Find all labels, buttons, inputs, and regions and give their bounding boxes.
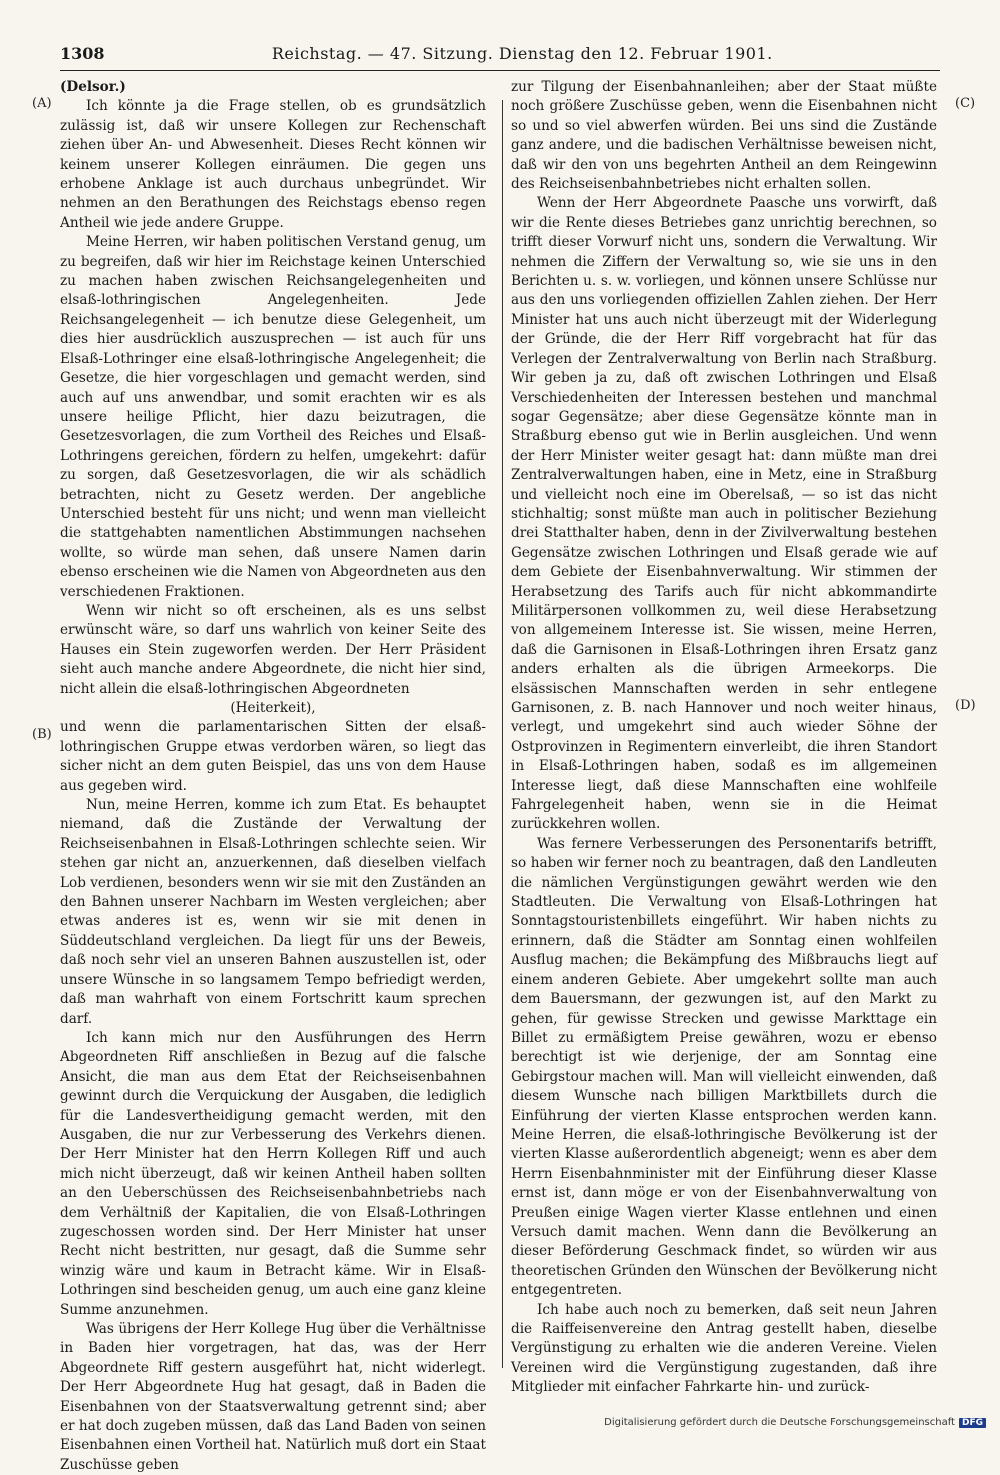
paragraph: Wenn der Herr Abgeordnete Paasche uns vorwirft, daß wir die Rente dieses Betriebes ganz unrichtig berechnen, so trifft dieser Vorwurf nicht uns, sondern die Verwaltung. Wir nehmen die Ziffern der Verwaltung so, wie sie uns in den Berichten u. s. w. vorliegen, und können unsere Schlüsse nur aus den uns vorliegenden offiziellen Zahlen ziehen. Der Herr Minister hat uns auch nicht überzeugt mit der Widerlegung der Gründe, die der Herr Riff vorgebracht hat für das Verlegen der Zentralverwaltung von Berlin nach Straßburg. Wir geben ja zu, daß oft zwischen Lothringen und Elsaß Verschiedenheiten der Interessen bestehen und manchmal sogar Gegensätze; aber diese Gegensätze könnte man in Straßburg ebenso gut wie in Berlin ausgleichen. Und wenn der Herr Minister weiter gesagt hat: dann müßte man drei Zentralverwaltungen haben, eine in Metz, eine in Straßburg und vielleicht noch eine im Oberelsaß, — so ist das nicht stichhaltig; sonst müßte man auch in politischer Beziehung drei Statthalter haben, denn in der Zivilverwaltung bestehen Gegensätze zwischen Lothringen und Elsaß gerade wie auf dem Gebiete der Eisenbahnverwaltung. Wir stimmen der Herabsetzung des Tarifs auch für nicht abkommandirte Militärpersonen vollkommen zu, weil diese Herabsetzung von allgemeinem Interesse ist. Sie wissen, meine Herren, daß die Garnisonen in Elsaß-Lothringen ihren Ersatz ganz anders erhalten als die übrigen Armeekorps. Die elsässischen Mannschaften werden in sehr entlegene Garnisonen, z. B. nach Hannover und noch weiter hinaus, verlegt, und umgekehrt sind auch wieder Söhne der Ostprovinzen in Regimentern einverleibt, die ihren Standort in Elsaß-Lothringen haben, sodaß es im allgemeinen Interesse liegt, daß diese Mannschaften eine wohlfeile Fahrgelegenheit haben, wenn sie in die Heimat zurückkehren wollen. bbox=[511, 195, 937, 833]
right-column bbox=[511, 78, 937, 1398]
paragraph-continuation: zur Tilgung der Eisenbahnanleihen; aber der Staat müßte noch größere Zuschüsse geben, wenn die Eisenbahnen nicht so und so viel abwerfen würden. Bei uns sind die Zustände ganz andere, und die badischen Verhältnisse beweisen nicht, daß wir den von uns begehrten Antheil an dem Reingewinn des Reichseisenbahnbetriebes nicht erhalten sollen. bbox=[511, 79, 937, 193]
paragraph: Wenn wir nicht so oft erscheinen, als es uns selbst erwünscht wäre, so darf uns wahrlich von keiner Seite des Hauses ein Stein zugeworfen werden. Der Herr Präsident sieht auch manche andere Abgeordnete, die nicht hier sind, nicht allein die elsaß-lothringischen Abgeordneten bbox=[60, 602, 486, 697]
speaker-name: (Delsor.) bbox=[60, 79, 126, 95]
left-column bbox=[60, 78, 486, 1475]
paragraph: Ich kann mich nur den Ausführungen des Herrn Abgeordneten Riff anschließen in Bezug auf die falsche Ansicht, die man aus dem Etat der Reichseisenbahnen gewinnt durch die Verquickung der Ausgaben, die lediglich für die Landesvertheidigung gemacht werden, mit den Ausgaben, die nur zur Verbesserung des Verkehrs dienen. Der Herr Minister hat den Herrn Kollegen Riff und auch mich nicht überzeugt, daß wir keinen Antheil haben sollten an den Ueberschüssen des Reichseisenbahnbetriebs nach dem Verhältniß der Kapitalien, die von Elsaß-Lothringen zugeschossen worden sind. Der Herr Minister hat unser Recht nicht bestritten, nur gesagt, daß die Summe sehr winzig wäre und kaum in Betracht käme. Wir in Elsaß-Lothringen sind bescheiden genug, um auch eine ganz kleine Summe anzunehmen. bbox=[60, 1029, 486, 1318]
paragraph: Nun, meine Herren, komme ich zum Etat. Es behauptet niemand, daß die Zustände der Verwaltung der Reichseisenbahnen in Elsaß-Lothringen schlechte seien. Wir stehen gar nicht an, anzuerkennen, daß dieselben vielfach Lob verdienen, besonders wenn wir sie mit den Zuständen an den Bahnen unserer Nachbarn im Westen vergleichen; aber etwas anderes ist es, wenn wir sie mit denen in Süddeutschland vergleichen. Da liegt für uns der Beweis, daß noch sehr viel an unseren Bahnen auszustellen ist, oder unsere Wünsche in so langsamem Tempo befriedigt werden, daß man wahrhaft von einem Fortschritt kaum sprechen darf. bbox=[60, 797, 486, 1027]
paragraph: Meine Herren, wir haben politischen Verstand genug, um zu begreifen, daß wir hier im Reichstage keinen Unterschied zu machen haben zwischen Reichsangelegenheiten und elsaß-lothringischen Angelegenheiten. Jede Reichsangelegenheit — ich benutze diese Gelegenheit, um dies hier ausdrücklich auszusprechen — ist auch für uns Elsaß-Lothringer eine elsaß-lothringische Angelegenheit; die Gesetze, die hier vorgeschlagen und gemacht werden, sind auch auf uns anwendbar, und somit erachten wir es als unsere heilige Pflicht, hier dazu beizutragen, die Gesetzesvorlagen, die zum Vortheil des Reiches und Elsaß-Lothringens gereichen, fördern zu helfen, umgekehrt: dafür zu sorgen, daß Gesetzesvorlagen, die wir als schädlich betrachten, nicht zu Gesetz werden. Der angebliche Unterschied besteht für uns nicht; und wenn man vielleicht die stattgehabten namentlichen Abstimmungen nachsehen wollte, so würde man sehen, daß unsere Namen darin ebenso erscheinen wie die Namen von Abgeordneten aus den verschiedenen Fraktionen. bbox=[60, 234, 486, 600]
margin-marker-a: (A) bbox=[32, 96, 52, 111]
digitization-footer bbox=[604, 1417, 986, 1428]
footer-credit: Digitalisierung gefördert durch die Deutsche Forschungsgemeinschaft bbox=[604, 1417, 955, 1428]
page-title: Reichstag. — 47. Sitzung. Dienstag den 12. Februar 1901. bbox=[271, 44, 773, 63]
paragraph-continuation: und wenn die parlamentarischen Sitten der elsaß-lothringischen Gruppe etwas verdorben wären, so liegt das sicher nicht an dem guten Beispiel, das uns von dem Hause aus gegeben wird. bbox=[60, 719, 486, 794]
paragraph: Was übrigens der Herr Kollege Hug über die Verhältnisse in Baden hier vorgetragen, hat das, was der Herr Abgeordnete Riff gestern ausgeführt hat, nicht widerlegt. Der Herr Abgeordnete Hug hat gesagt, daß in Baden die Eisenbahnen von der Staatsverwaltung getrennt sind; aber er hat doch zugeben müssen, daß das Land Baden von seinen Eisenbahnen einen Vortheil hat. Natürlich muß dort ein Staat Zuschüsse geben bbox=[60, 1321, 486, 1473]
paragraph: Ich könnte ja die Frage stellen, ob es grundsätzlich zulässig ist, daß wir unsere Kollegen zur Rechenschaft ziehen über An- und Abwesenheit. Dieses Recht können wir keinem unserer Kollegen einräumen. Die gegen uns erhobene Anklage ist auch durchaus unbegründet. Wir nehmen an den Berathungen des Reichstags ebenso regen Antheil wie jede andere Gruppe. bbox=[60, 98, 486, 231]
dfg-logo-icon: DFG bbox=[959, 1418, 986, 1428]
paragraph: Was fernere Verbesserungen des Personentarifs betrifft, so haben wir ferner noch zu beantragen, daß den Landleuten die nämlichen Vergünstigungen gewährt werden wie den Stadtleuten. Die Verwaltung von Elsaß-Lothringen hat Sonntagstouristenbillets eingeführt. Wir haben nichts zu erinnern, daß die Städter am Sonntag einen wohlfeilen Ausflug machen; die Bekämpfung des Mißbrauchs liegt auf einem anderen Gebiete. Aber umgekehrt sollte man auch dem Bauersmann, der gezwungen ist, auf den Markt zu gehen, für gewisse Strecken und gewisse Markttage ein Billet zu ermäßigtem Preise gewähren, wozu er ebenso berechtigt ist wie derjenige, der am Sonntag eine Gebirgstour machen will. Man will vielleicht einwenden, daß diesem Wunsche nach billigen Marktbillets durch die Einführung der vierten Klasse entsprochen werden kann. Meine Herren, die elsaß-lothringische Bevölkerung ist der vierten Klasse außerordentlich abgeneigt; wenn es aber dem Herrn Eisenbahnminister mit der Einführung dieser Klasse ernst ist, dann möge er von der Eisenbahnverwaltung von Preußen einige Wagen vierter Klasse entlehnen und einen Versuch damit machen. Wenn dann die Bevölkerung an dieser Beförderung Geschmack findet, so würden wir aus theoretischen Gründen den Wünschen der Bevölkerung nicht entgegentreten. bbox=[511, 835, 937, 1299]
page-number: 1308 bbox=[60, 44, 105, 63]
margin-marker-b: (B) bbox=[32, 727, 52, 742]
margin-marker-c: (C) bbox=[955, 96, 976, 111]
page-header bbox=[60, 44, 940, 71]
column-divider bbox=[502, 100, 503, 1368]
margin-marker-d: (D) bbox=[955, 698, 976, 713]
interjection: (Heiterkeit), bbox=[230, 700, 316, 716]
paragraph: Ich habe auch noch zu bemerken, daß seit neun Jahren die Raiffeisenvereine den Antrag gestellt haben, dieselbe Vergünstigung zu erhalten wie die anderen Vereine. Vielen Vereinen wird die Vergünstigung zugestanden, daß ihre Mitglieder mit einfacher Fahrkarte hin- und zurück- bbox=[511, 1301, 937, 1396]
